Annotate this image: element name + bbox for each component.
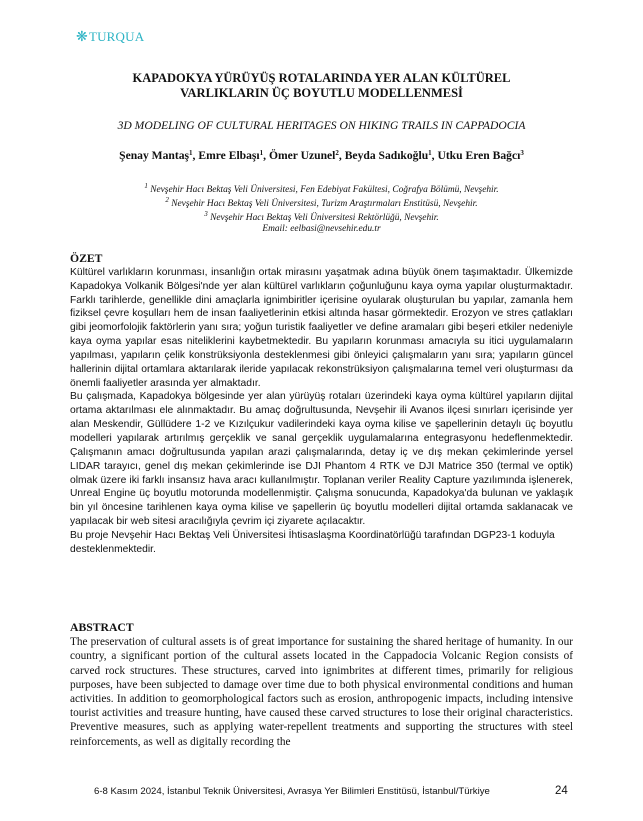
- author-affiliation-number: 1: [259, 149, 264, 157]
- page-title: [40, 71, 603, 101]
- abstract-paragraph: The preservation of cultural assets is of great importance for sustaining the shared heritage of humanity. In our country, a significant portion of the cultural assets located in the Cappadocia Volcanic Region consists of carved rock structures. These structures, carved into ignimbrites at different times, primarily for religious purposes, have been subjected to damage over time due to both physical environmental conditions and human activities. In addition to geomorphological factors such as erosion, anthropogenic impacts, including intensive tourist activities and treasure hunting, have caused these carved structures to lose their original characteristics. Preventive measures, such as applying water-repellent treatments and supporting the structures with steel reinforcements, as well as digitally recording the: [70, 636, 573, 748]
- author-name: Şenay Mantaş: [119, 149, 190, 162]
- author-affiliation-number: 2: [335, 149, 339, 157]
- journal-logo: [76, 29, 144, 46]
- logo-text: TURQUA: [88, 29, 145, 44]
- author-affiliation-number: 1: [189, 149, 193, 157]
- ozet-paragraph-2: Bu çalışmada, Kapadokya bölgesinde yer alan yürüyüş rotaları üzerindeki kaya oyma kültürel yapıların dijital ortama aktarılması ele alınmaktadır. Bu amaç doğrultusunda, Nevşehir ili Avanos ilçesi sınırları içerisinde yer alan Meskendir, Güllüdere 1-2 ve Kızılçukur vadilerindeki kaya oyma kilise ve şapellerinin detaylı üç boyutlu modelleri yapılarak artırılmış gerçeklik ve sanal gerçeklik uygulamalarına entegrasyonu hedeflenmektedir. Çalışmanın amacı doğrultusunda yapılan arazi çalışmalarında, detay iç ve dış mekan çekimlerinde yersel LIDAR tarayıcı, genel dış mekan çekimlerinde ise DJI Phantom 4 RTK ve DJI Matrice 350 (termal ve optik) olmak üzere iki farklı insansız hava aracı kullanılmıştır. Toplanan veriler Reality Capture yazılımında işlenerek, Unreal Engine üç boyutlu motorunda modellenmiştir. Çalışma sonucunda, Kapadokya'da bulunan ve yaklaşık bin yıl öncesine tarihlenen kaya oyma kilise ve şapellerin üç boyutlu modelleri dijital ortamda saklanacak ve yapılacak bir web sitesi aracılığıyla çevrim içi ziyarete açılacaktır.: [70, 391, 573, 528]
- author-affiliation-number: 1: [428, 149, 432, 157]
- ozet-paragraph-3: Bu proje Nevşehir Hacı Bektaş Veli Üniversitesi İhtisaslaşma Koordinatörlüğü tarafından DGP23-1 koduyla desteklenmektedir.: [70, 529, 555, 555]
- page-number: 24: [555, 785, 568, 797]
- english-title: 3D MODELING OF CULTURAL HERITAGES ON HIKING TRAILS IN CAPPADOCIA: [117, 119, 526, 132]
- affiliation-3: [30, 208, 613, 224]
- contact-email: Email: eelbasi@nevsehir.edu.tr: [262, 224, 381, 234]
- affiliation-2-number: 2: [165, 196, 169, 204]
- author-affiliation-number: 3: [520, 149, 524, 157]
- author-separator: ,: [263, 149, 269, 162]
- footer-conference: 6-8 Kasım 2024, İstanbul Teknik Üniversitesi, Avrasya Yer Bilimleri Enstitüsü, İstanbul/Türkiye: [94, 786, 490, 797]
- author-separator: ,: [192, 149, 199, 162]
- author-name: Beyda Sadıkoğlu: [344, 149, 429, 162]
- title-line-2: VARLIKLARIN ÜÇ BOYUTLU MODELLENMESİ: [180, 86, 463, 100]
- affiliation-3-number: 3: [204, 210, 208, 218]
- affiliation-3-text: Nevşehir Hacı Bektaş Veli Üniversitesi Rektörlüğü, Nevşehir.: [210, 213, 439, 223]
- affiliation-2-text: Nevşehir Hacı Bektaş Veli Üniversitesi, Turizm Araştırmaları Enstitüsü, Nevşehir.: [171, 199, 478, 209]
- author-list: [30, 149, 613, 162]
- author-name: Ömer Uzunel: [268, 149, 336, 162]
- ozet-heading: ÖZET: [70, 252, 103, 265]
- asterisk-flower-icon: ❋: [76, 30, 88, 45]
- author-separator: ,: [431, 149, 438, 162]
- author-name: Emre Elbaşı: [198, 149, 260, 162]
- author-name: Utku Eren Bağcı: [437, 149, 521, 162]
- abstract-section: [70, 621, 573, 749]
- ozet-section: [70, 252, 573, 557]
- affiliation-1-text: Nevşehir Hacı Bektaş Veli Üniversitesi, Fen Edebiyat Fakültesi, Coğrafya Bölümü, Nevşehir.: [150, 185, 499, 195]
- affiliation-1-number: 1: [144, 182, 148, 190]
- title-line-1: KAPADOKYA YÜRÜYÜŞ ROTALARINDA YER ALAN KÜLTÜREL: [132, 71, 511, 85]
- abstract-heading: ABSTRACT: [70, 621, 134, 634]
- author-separator: ,: [338, 149, 345, 162]
- ozet-paragraph-1: Kültürel varlıkların korunması, insanlığın ortak mirasını yaşatmak adına büyük önem taşımaktadır. Ülkemizde Kapadokya Volkanik Bölgesi'nde yer alan kültürel varlıkların çoğunluğunu kaya oyma yapılar oluşturmaktadır. Farklı tarihlerde, genellikle dini amaçlarla ignimbiritler içerisine oyularak oluşturulan bu yapılar, zamanla hem fiziksel çevre koşulları hem de insan faaliyetlerinin etkisi altında hasar görmektedir. Erozyon ve stres çatlakları gibi jeomorfolojik faktörlerin yanı sıra; yoğun turistik faaliyetler ve define aramaları gibi beşeri etkiler nedeniyle kaya oyma yapılar esas niteliklerini kaybetmektedir. Bu yapıların korunması amacıyla su itici uygulamaların yapılması, yapıların çelik konstrüksiyonla desteklenmesi gibi önleyici çalışmaların yanı sıra; yapıların güncel hallerinin dijital ortamlara aktarılarak ileride yapılacak rekonstrüksiyon çalışmalarına temel veri oluşturması da önemli faaliyetler arasında yer almaktadır.: [70, 266, 573, 389]
